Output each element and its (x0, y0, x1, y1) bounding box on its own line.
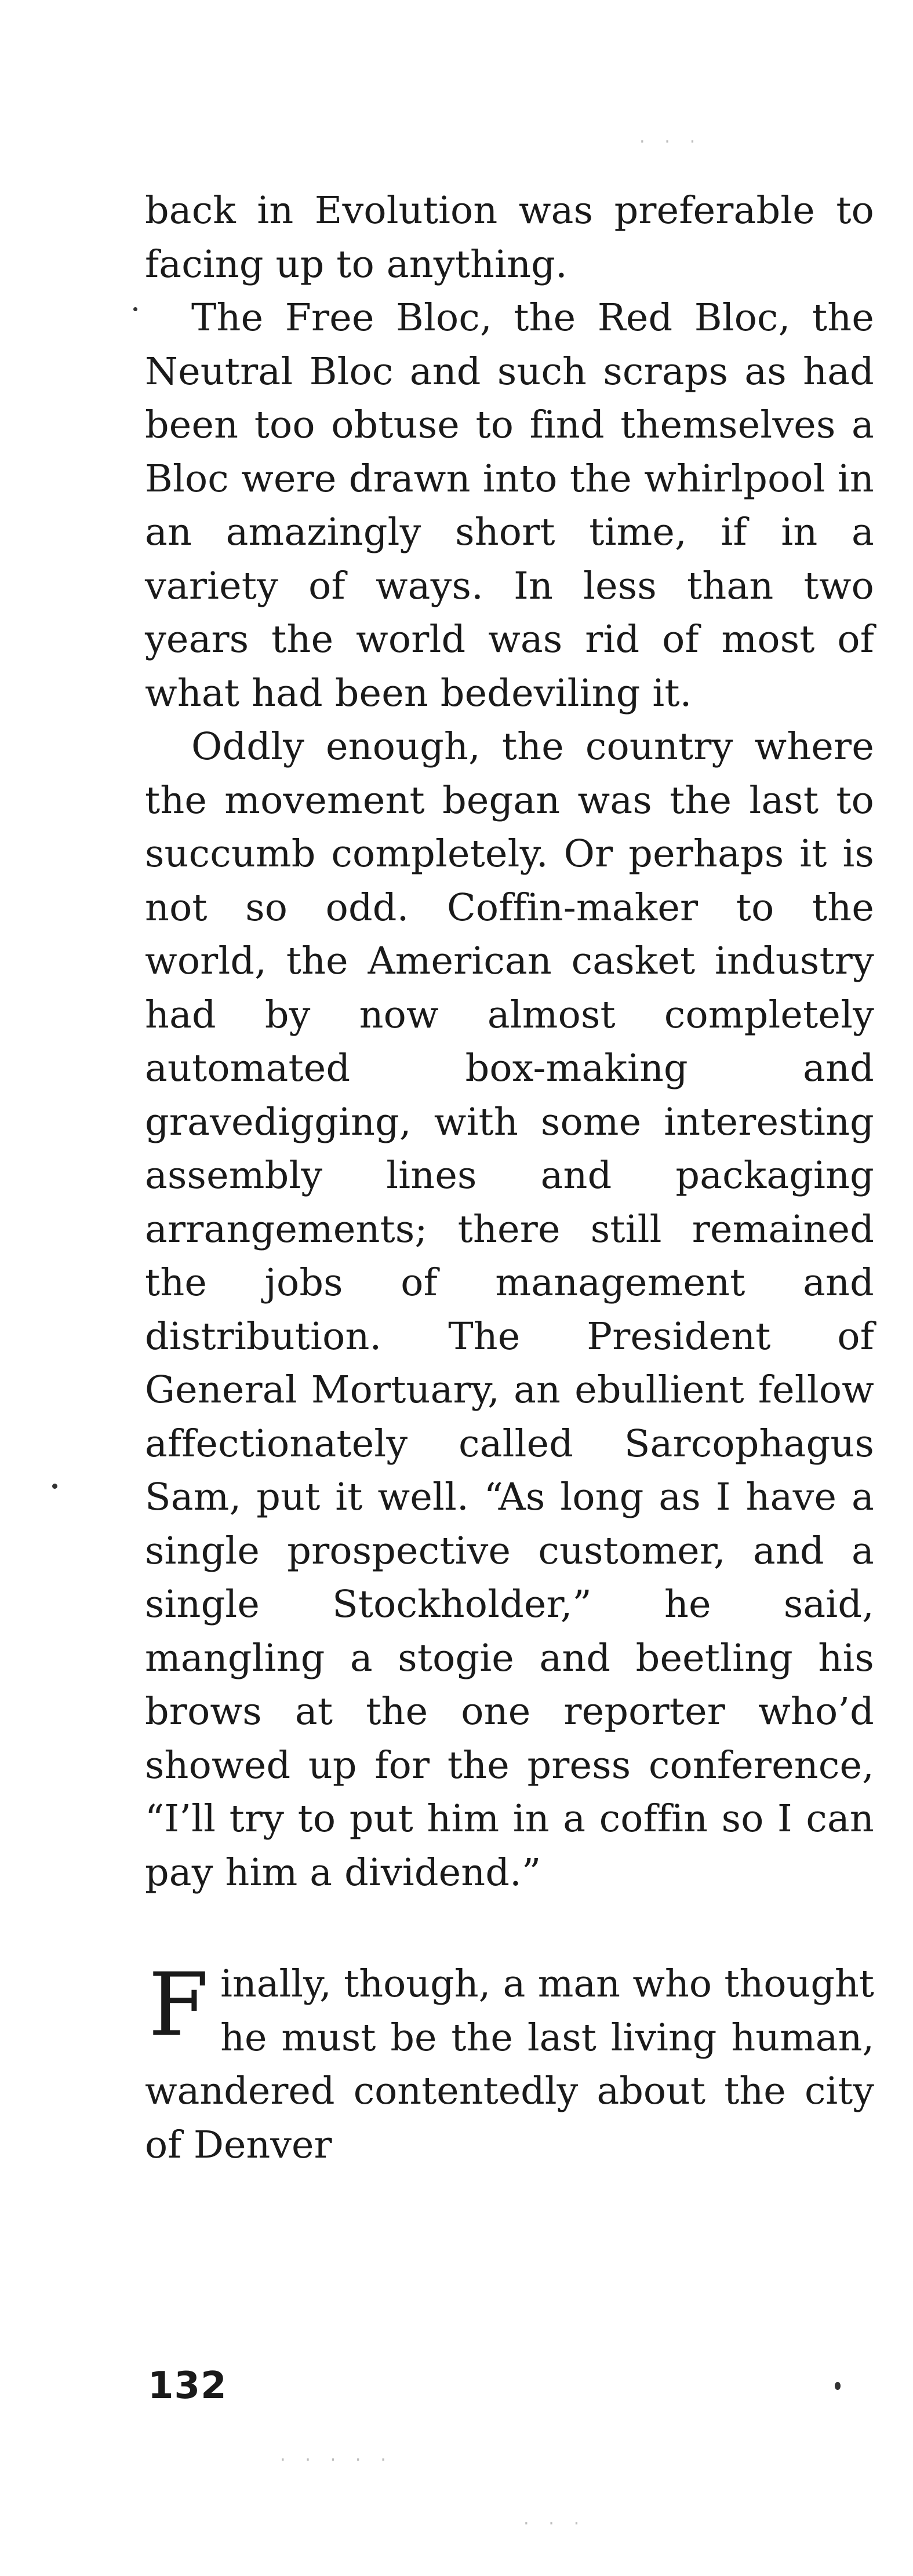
text-column (145, 184, 874, 2172)
scan-noise: · · · (638, 133, 701, 151)
page-number: 132 (148, 2364, 227, 2407)
print-speck (52, 1484, 57, 1489)
scan-noise: · · · (522, 2515, 585, 2533)
paragraph-continuation: back in Evolution was preferable to facing up to anything. (145, 189, 874, 286)
paragraph-coffin-maker: Oddly enough, the country where the movement began was the last to succumb completely. Or perhaps it is not so odd. Coffin-maker to the world, the American casket industry had by now almost completely automated box-making and gravedigging, with some interesting assembly lines and packaging arrangements; there still remained the jobs of management and distribution. The President of General Mortuary, an ebullient fellow affectionately called Sarcophagus Sam, put it well. “As long as I have a single prospective customer, and a single Stockholder,” he said, mangling a stogie and beetling his brows at the one reporter who’d showed up for the press conference, “I’ll try to put him in a coffin so I can pay him a dividend.” (145, 725, 874, 1894)
print-speck (835, 2382, 841, 2390)
section-break (145, 1900, 874, 1958)
paragraph-blocs: The Free Bloc, the Red Bloc, the Neutral Bloc and such scraps as had been too obtuse to find themselves a Bloc were drawn into the whirlpool in an amazingly short time, if in a variety of ways. In less than two years the world was rid of most of what had been bedeviling it. (145, 296, 874, 715)
paragraph-finally (145, 1955, 874, 2172)
paragraph-finally-text: inally, though, a man who thought he must be the last living human, wandered contentedly about the city of Denver (145, 1962, 874, 2167)
print-speck (133, 307, 137, 311)
drop-cap-letter: F (148, 1955, 209, 2056)
scan-noise: · · · · · (278, 2451, 391, 2469)
